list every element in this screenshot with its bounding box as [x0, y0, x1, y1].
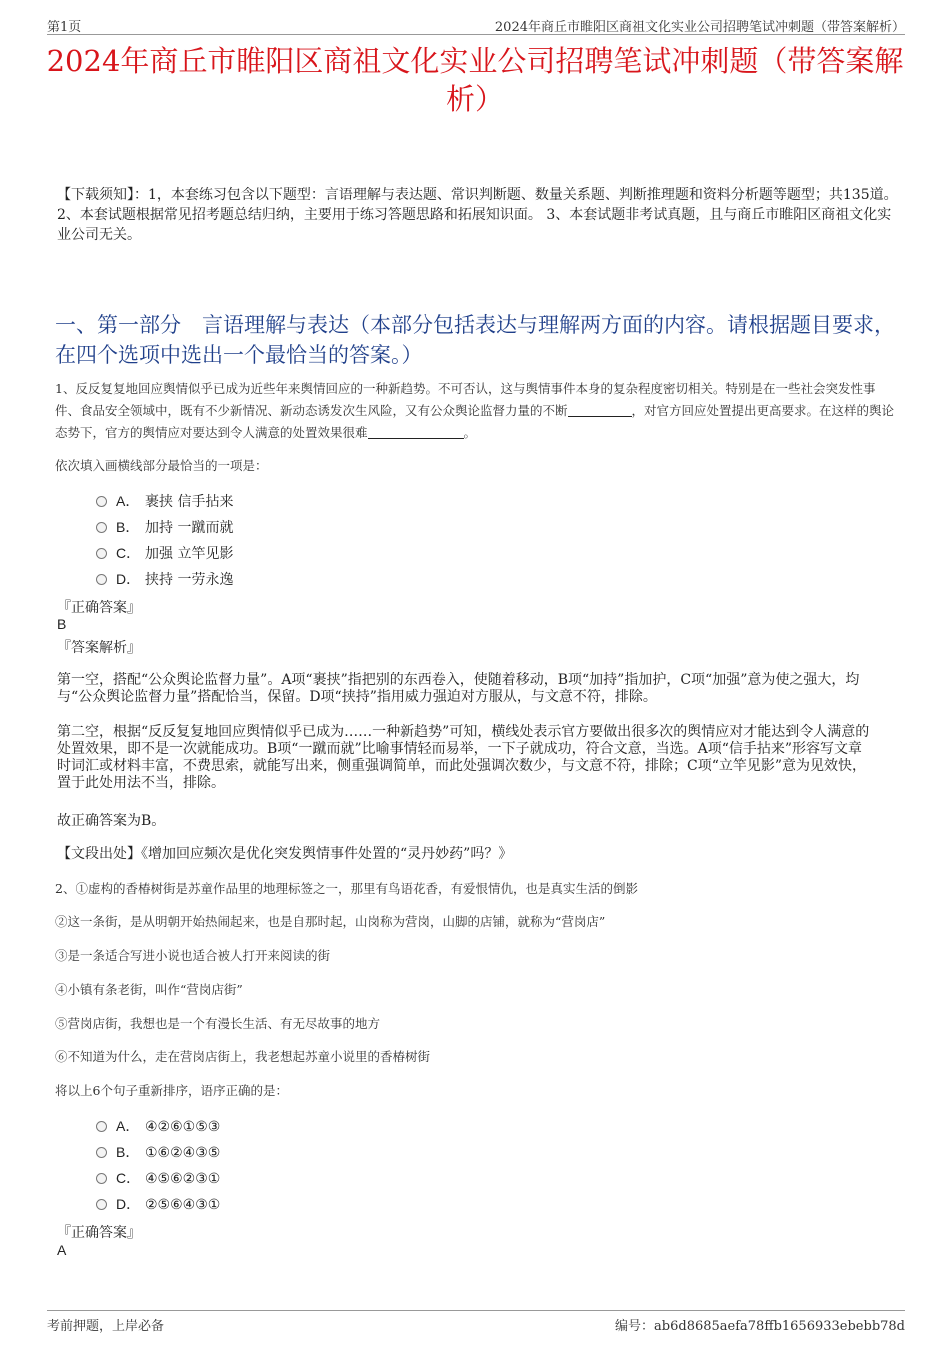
q1-analysis-2: 第二空，根据“反反复复地回应舆情似乎已成为……一种新趋势”可知，横线处表示官方要做出很多次的舆情应对才能达到令人满意的处置效果，即不是一次就能成功。B项“一蹴而就”比喻事情轻而易举，一下子就成功，符合文意，当选。A项“信手拈来”形容写文章时词汇或材料丰富，不费思索，就能写出来，侧重强调简单，而此处强调次数少，与文意不符，排除；C项“立竿见影”意为见效快，置于此处用法不当，排除。 [57, 724, 870, 791]
q2-line: ②这一条街，是从明朝开始热闹起来，也是自那时起，山岗称为营岗，山脚的店铺，就称为“营岗店” [55, 914, 606, 929]
radio-icon[interactable] [96, 496, 107, 507]
radio-icon[interactable] [96, 1199, 107, 1210]
q2-option-c[interactable]: C． ④⑤⑥②③① [96, 1168, 220, 1190]
download-notice: 【下载须知】：1，本套练习包含以下题型：言语理解与表达题、常识判断题、数量关系题、判断推理题和资料分析题等题型；共135道。 2、本套试题根据常见招考题总结归纳，主要用于练习答题思路和拓展知识面。 3、本套试题非考试真题，且与商丘市睢阳区商祖文化实业公司无关。 [57, 187, 898, 243]
q2-line: ⑤营岗店街，我想也是一个有漫长生活、有无尽故事的地方 [55, 1016, 381, 1031]
q1-analysis-label: 『答案解析』 [57, 640, 141, 656]
radio-icon[interactable] [96, 1121, 107, 1132]
q2-line: ⑥不知道为什么，走在营岗店街上，我老想起苏童小说里的香椿树街 [55, 1049, 431, 1064]
radio-icon[interactable] [96, 574, 107, 585]
page-title: 2024年商丘市睢阳区商祖文化实业公司招聘笔试冲刺题（带答案解析） [46, 44, 904, 116]
q2-line: ④小镇有条老街，叫作“营岗店街” [55, 982, 243, 997]
q2-prompt: 将以上6个句子重新排序，语序正确的是： [55, 1083, 288, 1098]
q1-option-d[interactable]: D． 挟持 一劳永逸 [96, 569, 233, 591]
radio-icon[interactable] [96, 1147, 107, 1158]
fill-blank-1 [568, 402, 632, 417]
footer-slogan: 考前押题，上岸必备 [47, 1319, 165, 1334]
q2-option-d[interactable]: D． ②⑤⑥④③① [96, 1194, 220, 1216]
radio-icon[interactable] [96, 522, 107, 533]
q1-option-a[interactable]: A． 裹挟 信手拈来 [96, 491, 233, 513]
q2-line: ③是一条适合写进小说也适合被人打开来阅读的街 [55, 948, 331, 963]
q2-line: 2、①虚构的香椿树街是苏童作品里的地理标签之一，那里有鸟语花香，有爱恨情仇，也是真实生活的倒影 [55, 881, 638, 896]
q1-option-b[interactable]: B． 加持 一蹴而就 [96, 517, 233, 539]
q1-analysis-1: 第一空，搭配“公众舆论监督力量”。A项“裹挟”指把别的东西卷入，使随着移动，B项“加持”指加护，C项“加强”意为使之强大，均与“公众舆论监督力量”搭配恰当，保留。D项“挟持”指用威力强迫对方服从，与文意不符，排除。 [57, 672, 860, 705]
q1-answer-label: 『正确答案』 [57, 600, 141, 616]
section-title: 一、第一部分 言语理解与表达（本部分包括表达与理解两方面的内容。请根据题目要求，在四个选项中选出一个最恰当的答案。） [55, 313, 895, 367]
header-doc-title: 2024年商丘市睢阳区商祖文化实业公司招聘笔试冲刺题（带答案解析） [494, 20, 905, 35]
q1-answer: B [57, 616, 67, 632]
q2-option-b[interactable]: B． ①⑥②④③⑤ [96, 1142, 220, 1164]
page-header [47, 14, 905, 35]
q2-answer: A [57, 1242, 67, 1258]
q1-source: 【文段出处】《增加回应频次是优化突发舆情事件处置的“灵丹妙药”吗？》 [57, 846, 513, 862]
page-footer [47, 1310, 905, 1333]
q1-option-c[interactable]: C． 加强 立竿见影 [96, 543, 233, 565]
radio-icon[interactable] [96, 1173, 107, 1184]
radio-icon[interactable] [96, 548, 107, 559]
q1-stem: 1、反反复复地回应舆情似乎已成为近些年来舆情回应的一种新趋势。不可否认，这与舆情事件本身的复杂程度密切相关。特别是在一些社会突发性事件、食品安全领域中，既有不少新情况、新动态诱发次生风险，又有公众舆论监督力量的不断 ，对官方回应处置提出更高要求。在这样的舆论态势下，官方的舆情应对要达到令人满意的处置效果很难 。 [55, 381, 895, 440]
q2-answer-label: 『正确答案』 [57, 1225, 141, 1241]
fill-blank-2 [368, 424, 464, 439]
q1-prompt: 依次填入画横线部分最恰当的一项是： [55, 458, 268, 473]
q1-conclusion: 故正确答案为B。 [57, 813, 166, 829]
page-number: 第1页 [47, 20, 82, 35]
q2-option-a[interactable]: A． ④②⑥①⑤③ [96, 1116, 220, 1138]
footer-code: 编号：ab6d8685aefa78ffb1656933ebebb78d [615, 1319, 905, 1334]
